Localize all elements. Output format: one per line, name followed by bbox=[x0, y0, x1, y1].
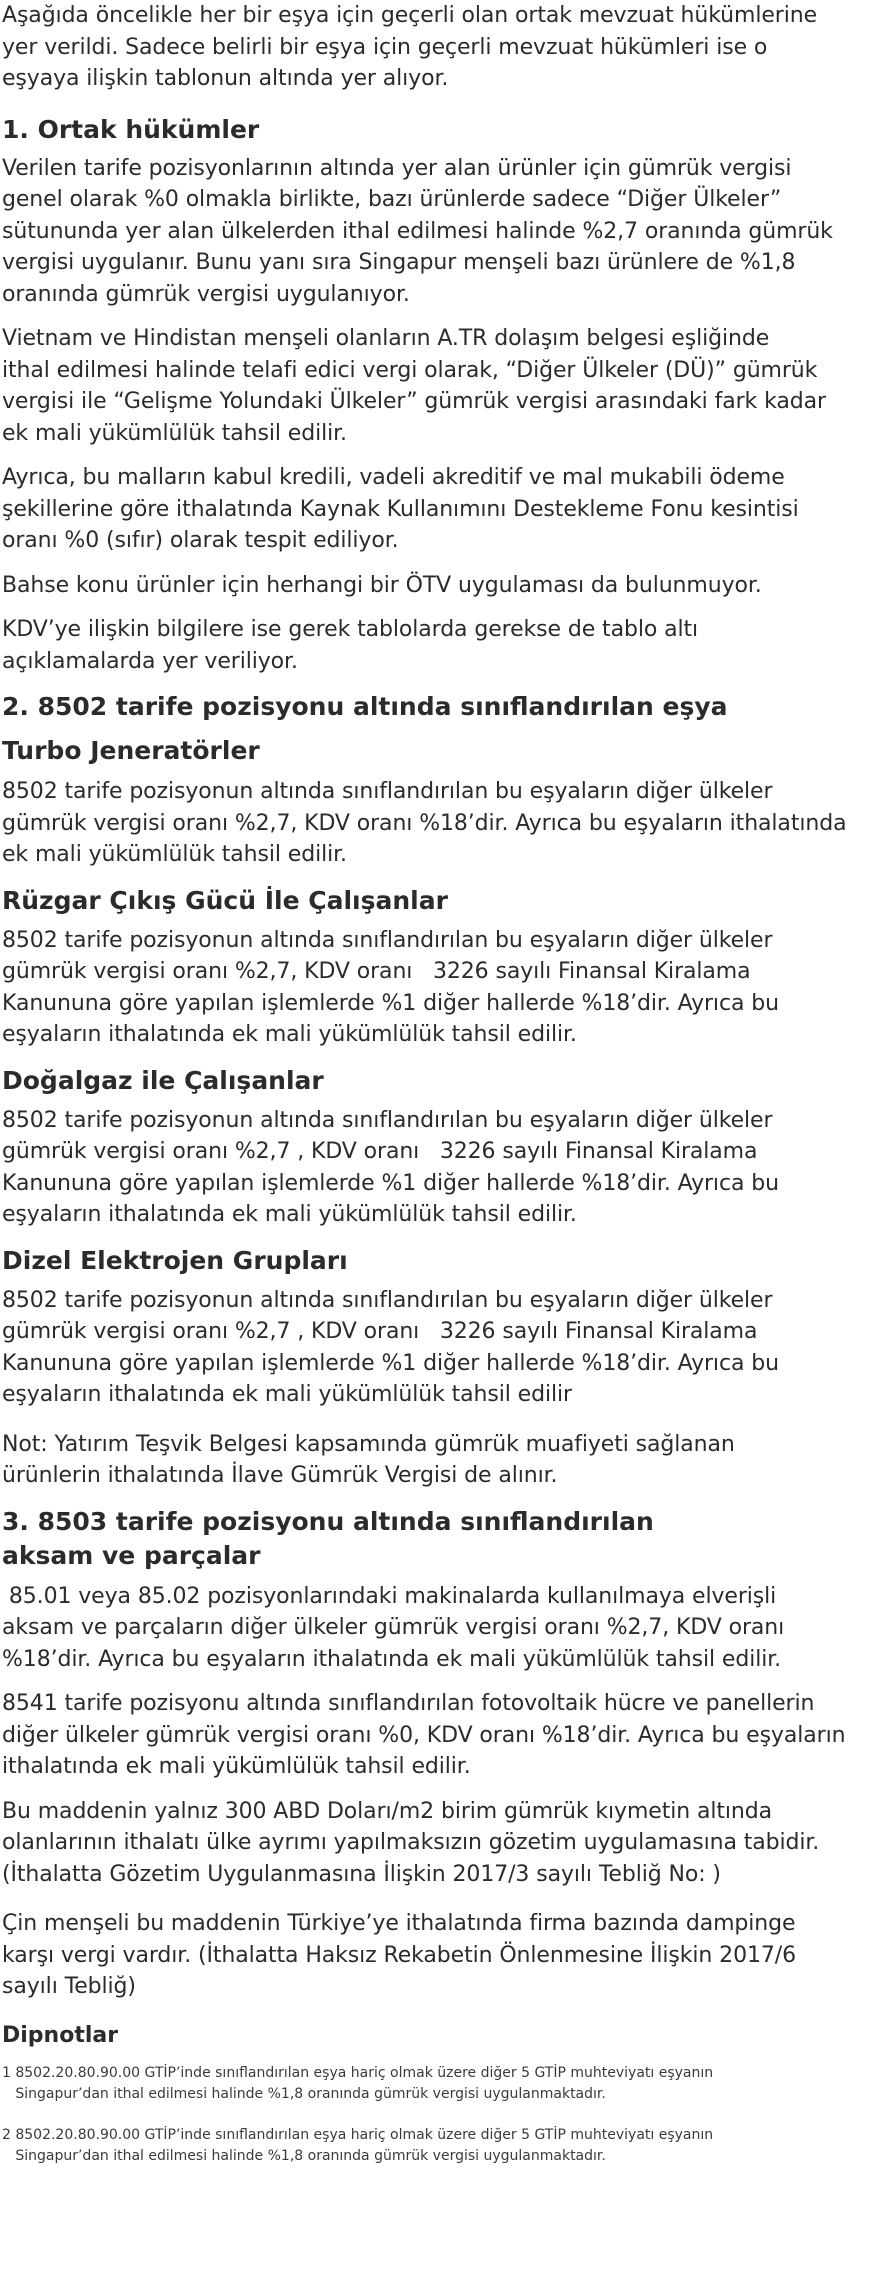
text-line: Çin menşeli bu maddenin Türkiye’ye ithalatında firma bazında dampinge bbox=[2, 1911, 796, 1936]
text-line: %18’dir. Ayrıca bu eşyaların ithalatında ek mali yükümlülük tahsil edilir. bbox=[2, 1646, 782, 1672]
text-line: 85.01 veya 85.02 pozisyonlarındaki makinalarda kullanılmaya elverişli bbox=[2, 1583, 777, 1609]
section-1-title: 1. Ortak hükümler bbox=[2, 114, 260, 144]
turbo-generators-text bbox=[2, 776, 890, 871]
text-line: Ayrıca, bu malların kabul kredili, vadeli akreditif ve mal mukabili ödeme bbox=[2, 465, 785, 490]
section-1-paragraph-5 bbox=[2, 614, 890, 677]
section-1-paragraph-3 bbox=[2, 462, 890, 557]
text-line: gümrük vergisi oranı %2,7 , KDV oranı 3226 sayılı Finansal Kiralama bbox=[2, 1139, 758, 1164]
text-line: gümrük vergisi oranı %2,7 , KDV oranı 3226 sayılı Finansal Kiralama bbox=[2, 1319, 758, 1344]
wind-powered-text bbox=[2, 925, 890, 1051]
text-line: eşyaların ithalatında ek mali yükümlülük tahsil edilir. bbox=[2, 1022, 577, 1047]
text-line: eşyaların ithalatında ek mali yükümlülük tahsil edilir. bbox=[2, 1202, 577, 1227]
diesel-generator-text bbox=[2, 1285, 890, 1411]
text-line: Kanununa göre yapılan işlemlerde %1 diğer hallerde %18’dir. Ayrıca bu bbox=[2, 1350, 779, 1376]
section-3-paragraph-1 bbox=[2, 1581, 890, 1676]
text-line: Kanununa göre yapılan işlemlerde %1 diğer hallerde %18’dir. Ayrıca bu bbox=[2, 990, 779, 1016]
text-line: 8502 tarife pozisyonun altında sınıflandırılan bu eşyaların diğer ülkeler bbox=[2, 779, 773, 804]
investment-incentive-note bbox=[2, 1429, 890, 1492]
text-line: aksam ve parçaların diğer ülkeler gümrük vergisi oranı %2,7, KDV oranı bbox=[2, 1615, 785, 1640]
text-line: 8502 tarife pozisyonun altında sınıflandırılan bu eşyaların diğer ülkeler bbox=[2, 927, 773, 953]
wind-powered-heading: Rüzgar Çıkış Gücü İle Çalışanlar bbox=[2, 885, 448, 915]
text-line: 1 8502.20.80.90.00 GTİP’inde sınıflandırılan eşya hariç olmak üzere diğer 5 GTİP muhteviyatı eşyanın bbox=[2, 2064, 714, 2081]
text-line: (İthalatta Gözetim Uygulanmasına İlişkin 2017/3 sayılı Tebliğ No: ) bbox=[2, 1861, 721, 1887]
text-line: sayılı Tebliğ) bbox=[2, 1974, 136, 1999]
text-line: diğer ülkeler gümrük vergisi oranı %0, KDV oranı %18’dir. Ayrıca bu eşyaların bbox=[2, 1722, 846, 1748]
section-1-paragraph-4 bbox=[2, 570, 890, 602]
turbo-generators-heading: Turbo Jeneratörler bbox=[2, 736, 260, 765]
text-line: Vietnam ve Hindistan menşeli olanların A.TR dolaşım belgesi eşliğinde bbox=[2, 326, 770, 351]
section-2-title: 2. 8502 tarife pozisyonu altında sınıflandırılan eşya bbox=[2, 692, 728, 721]
text-line: Singapur’dan ithal edilmesi halinde %1,8 oranında gümrük vergisi uygulanmaktadır. bbox=[2, 2085, 606, 2102]
footnote-1 bbox=[2, 2063, 890, 2105]
footnote-2 bbox=[2, 2125, 890, 2167]
section-1-paragraph-2 bbox=[2, 323, 890, 449]
text-line: Bu maddenin yalnız 300 ABD Doları/m2 birim gümrük kıymetin altında bbox=[2, 1798, 773, 1824]
section-3-paragraph-3 bbox=[2, 1796, 890, 1891]
text-line: KDV’ye ilişkin bilgilere ise gerek tablolarda gerekse de tablo altı bbox=[2, 617, 699, 642]
text-line: oranı %0 (sıfır) olarak tespit ediliyor. bbox=[2, 528, 399, 553]
text-line: Aşağıda öncelikle her bir eşya için geçerli olan ortak mevzuat hükümlerine bbox=[2, 3, 818, 28]
text-line: oranında gümrük vergisi uygulanıyor. bbox=[2, 281, 410, 307]
footnotes-title: Dipnotlar bbox=[2, 2022, 119, 2048]
section-3-paragraph-2 bbox=[2, 1688, 890, 1783]
text-line: 3. 8503 tarife pozisyonu altında sınıflandırılan bbox=[2, 1506, 654, 1536]
text-line: sütununda yer alan ülkelerden ithal edilmesi halinde %2,7 oranında gümrük bbox=[2, 218, 833, 244]
text-line: eşyaların ithalatında ek mali yükümlülük tahsil edilir bbox=[2, 1382, 572, 1407]
section-3-title bbox=[2, 1505, 890, 1573]
text-line: olanlarının ithalatı ülke ayrımı yapılmaksızın gözetim uygulamasına tabidir. bbox=[2, 1830, 820, 1855]
text-line: 8541 tarife pozisyonu altında sınıflandırılan fotovoltaik hücre ve panellerin bbox=[2, 1691, 815, 1716]
text-line: ek mali yükümlülük tahsil edilir. bbox=[2, 420, 347, 446]
natural-gas-text bbox=[2, 1105, 890, 1231]
text-line: açıklamalarda yer veriliyor. bbox=[2, 648, 298, 674]
diesel-generator-heading: Dizel Elektrojen Grupları bbox=[2, 1245, 348, 1275]
text-line: eşyaya ilişkin tablonun altında yer alıyor. bbox=[2, 66, 449, 91]
text-line: Singapur’dan ithal edilmesi halinde %1,8 oranında gümrük vergisi uygulanmaktadır. bbox=[2, 2147, 606, 2164]
text-line: aksam ve parçalar bbox=[2, 1540, 261, 1570]
section-1-paragraph-1 bbox=[2, 153, 890, 311]
text-line: vergisi ile “Gelişme Yolundaki Ülkeler” gümrük vergisi arasındaki fark kadar bbox=[2, 389, 826, 414]
text-line: Bahse konu ürünler için herhangi bir ÖTV uygulaması da bulunmuyor. bbox=[2, 572, 762, 598]
text-line: genel olarak %0 olmakla birlikte, bazı ürünlerde sadece “Diğer Ülkeler” bbox=[2, 187, 782, 212]
text-line: ek mali yükümlülük tahsil edilir. bbox=[2, 842, 347, 867]
text-line: 8502 tarife pozisyonun altında sınıflandırılan bu eşyaların diğer ülkeler bbox=[2, 1107, 773, 1133]
text-line: Kanununa göre yapılan işlemlerde %1 diğer hallerde %18’dir. Ayrıca bu bbox=[2, 1170, 779, 1196]
intro-paragraph bbox=[2, 0, 890, 95]
text-line: ürünlerin ithalatında İlave Gümrük Vergisi de alınır. bbox=[2, 1463, 558, 1488]
text-line: yer verildi. Sadece belirli bir eşya için geçerli mevzuat hükümleri ise o bbox=[2, 34, 768, 60]
section-3-paragraph-4 bbox=[2, 1908, 890, 2003]
text-line: Not: Yatırım Teşvik Belgesi kapsamında gümrük muafiyeti sağlanan bbox=[2, 1431, 735, 1457]
text-line: 8502 tarife pozisyonun altında sınıflandırılan bu eşyaların diğer ülkeler bbox=[2, 1287, 773, 1313]
text-line: karşı vergi vardır. (İthalatta Haksız Rekabetin Önlenmesine İlişkin 2017/6 bbox=[2, 1942, 796, 1968]
text-line: ithalatında ek mali yükümlülük tahsil edilir. bbox=[2, 1754, 471, 1779]
text-line: gümrük vergisi oranı %2,7, KDV oranı %18’dir. Ayrıca bu eşyaların ithalatında bbox=[2, 810, 847, 836]
text-line: ithal edilmesi halinde telafi edici vergi olarak, “Diğer Ülkeler (DÜ)” gümrük bbox=[2, 357, 818, 383]
text-line: şekillerine göre ithalatında Kaynak Kullanımını Destekleme Fonu kesintisi bbox=[2, 496, 799, 522]
text-line: 2 8502.20.80.90.00 GTİP’inde sınıflandırılan eşya hariç olmak üzere diğer 5 GTİP muhteviyatı eşyanın bbox=[2, 2126, 714, 2143]
text-line: vergisi uygulanır. Bunu yanı sıra Singapur menşeli bazı ürünlere de %1,8 bbox=[2, 250, 796, 275]
natural-gas-heading: Doğalgaz ile Çalışanlar bbox=[2, 1065, 324, 1095]
text-line: gümrük vergisi oranı %2,7, KDV oranı 3226 sayılı Finansal Kiralama bbox=[2, 959, 751, 984]
text-line: Verilen tarife pozisyonlarının altında yer alan ürünler için gümrük vergisi bbox=[2, 155, 792, 181]
